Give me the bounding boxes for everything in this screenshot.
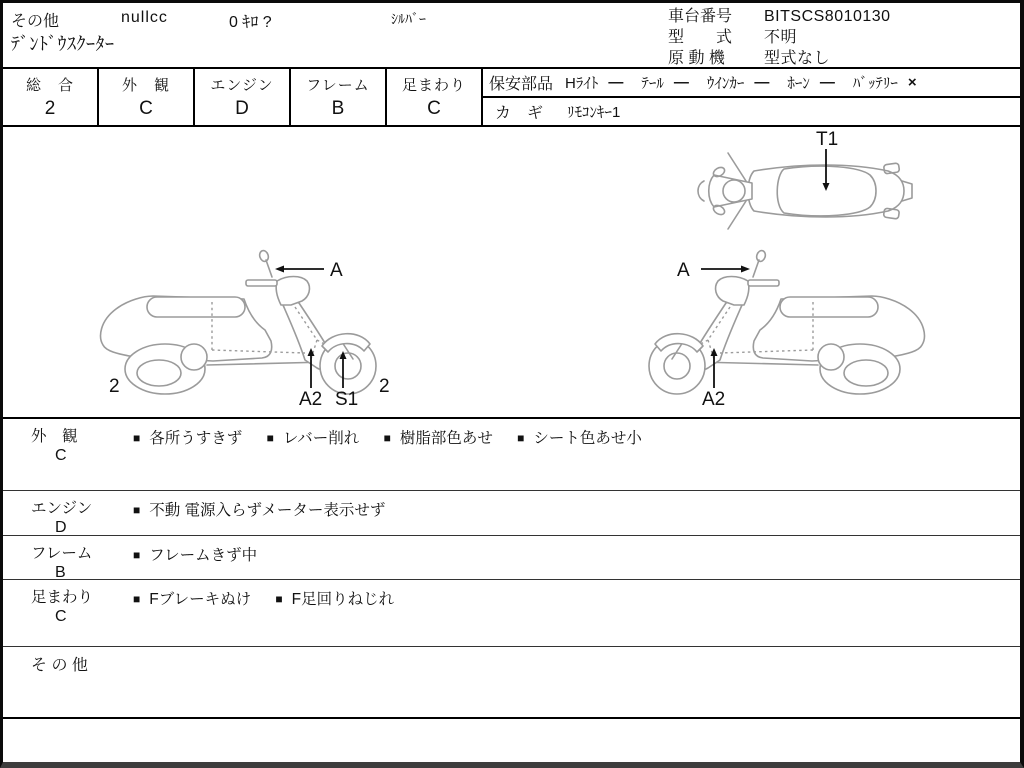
section-name: 足まわり <box>31 589 94 606</box>
key-label: カ ギ <box>495 105 544 122</box>
note-bullet: ■ <box>133 431 141 445</box>
grade-label: 外 観 <box>121 77 170 94</box>
mileage: 0 ｷﾛ ? <box>229 14 272 31</box>
label-s1: S1 <box>335 389 359 410</box>
note-bullet: ■ <box>133 503 141 517</box>
note-bullet: ■ <box>266 431 274 445</box>
key-value: ﾘﾓｺﾝｷｰ1 <box>567 104 621 121</box>
scooter-top-view-diagram <box>698 129 912 229</box>
safety-item-value: — <box>673 74 689 91</box>
section-exterior <box>3 419 1020 491</box>
safety-item-horn <box>787 72 835 93</box>
displacement: nullcc <box>121 9 168 26</box>
grade-value: C <box>139 98 153 119</box>
chassis-label: 車台番号 <box>668 8 733 25</box>
body-color: ｼﾙﾊﾞｰ <box>391 11 426 27</box>
section-undercarriage <box>3 580 1020 647</box>
label-a2-right: A2 <box>702 389 726 410</box>
safety-item-value: — <box>754 74 770 91</box>
section-notes <box>133 580 1020 646</box>
model-code-label: 型 式 <box>668 29 733 46</box>
grade-label: 足まわり <box>401 77 466 94</box>
note-bullet: ■ <box>133 592 141 606</box>
grade-value: C <box>427 98 441 119</box>
grade-cell-frame <box>291 69 387 125</box>
grade-label: フレーム <box>306 77 370 94</box>
scooter-right-side-diagram <box>649 249 924 410</box>
label-2-front: 2 <box>379 376 390 397</box>
note-text: フレームきず中 <box>149 547 258 564</box>
note-text: Fブレーキぬけ <box>149 591 252 608</box>
safety-item-value: — <box>819 74 835 91</box>
note-text: レバー削れ <box>282 430 360 447</box>
safety-parts-cell <box>483 69 1020 125</box>
grade-value: B <box>331 98 345 119</box>
chassis-number: BITSCS8010130 <box>764 8 891 25</box>
grade-cell-overall <box>3 69 99 125</box>
note-text: シート色あせ小 <box>533 430 642 447</box>
section-head <box>3 419 133 490</box>
section-grade: C <box>55 447 67 464</box>
safety-item-value: — <box>608 74 624 91</box>
grade-value: 2 <box>44 98 56 119</box>
damage-diagram <box>3 127 1020 419</box>
safety-parts-title: 保安部品 <box>489 76 554 93</box>
scooter-diagrams <box>3 127 1020 417</box>
section-head <box>3 491 133 535</box>
safety-item-battery <box>853 72 917 93</box>
scooter-left-side-diagram <box>101 249 390 410</box>
safety-item-label: ﾃｰﾙ <box>641 75 664 92</box>
section-notes <box>133 491 1020 535</box>
section-notes <box>223 647 1020 717</box>
grade-cell-engine <box>195 69 291 125</box>
section-name: そ の 他 <box>31 657 88 674</box>
header <box>3 3 1020 69</box>
grade-cell-undercarriage <box>387 69 483 125</box>
note-text: 不動 電源入らずメーター表示せず <box>149 502 386 519</box>
section-grade: D <box>55 519 67 536</box>
safety-item-headlight <box>565 72 623 93</box>
grade-label: エンジン <box>210 77 274 94</box>
section-notes <box>133 536 1020 579</box>
safety-item-label: ｳｲﾝｶｰ <box>706 75 745 92</box>
note-bullet: ■ <box>383 431 391 445</box>
note-text: 各所うすきず <box>149 430 243 447</box>
key-row <box>483 98 1020 125</box>
label-a-right: A <box>677 260 690 281</box>
section-grade: B <box>55 564 66 581</box>
battery-cross-mark: × <box>907 74 917 91</box>
safety-item-label: Hﾗｲﾄ <box>565 75 599 92</box>
grade-value: D <box>235 98 249 119</box>
model-code-value: 不明 <box>764 29 798 46</box>
safety-item-label: ﾊﾞｯﾃﾘｰ <box>852 75 898 92</box>
section-other <box>3 647 1020 719</box>
section-head <box>3 647 223 717</box>
section-head <box>3 536 133 579</box>
section-name: 外 観 <box>31 428 78 445</box>
section-frame <box>3 536 1020 580</box>
engine-code-value: 型式なし <box>764 50 831 67</box>
model-name: ﾃﾞﾝﾄﾞｳｽｸｰﾀｰ <box>11 34 115 54</box>
engine-code-line <box>668 48 891 69</box>
registration-block <box>668 6 891 69</box>
section-grade: C <box>55 608 67 625</box>
safety-parts-row <box>483 69 1020 98</box>
section-name: フレーム <box>31 545 93 562</box>
note-text: 樹脂部色あせ <box>399 430 493 447</box>
chassis-line <box>668 6 891 27</box>
section-name: エンジン <box>31 500 93 517</box>
note-bullet: ■ <box>517 431 525 445</box>
footer-empty-strip <box>3 719 1020 762</box>
label-a-left: A <box>330 260 343 281</box>
grade-table <box>3 69 1020 127</box>
section-notes <box>133 419 1020 490</box>
label-a2-left: A2 <box>299 389 323 410</box>
section-engine <box>3 491 1020 536</box>
grade-cell-exterior <box>99 69 195 125</box>
note-bullet: ■ <box>275 592 283 606</box>
section-head <box>3 580 133 646</box>
grade-label: 総 合 <box>25 77 74 94</box>
safety-item-label: ﾎｰﾝ <box>787 75 810 92</box>
safety-item-winker <box>707 72 770 93</box>
label-2-rear: 2 <box>109 376 120 397</box>
note-text: F足回りねじれ <box>291 591 395 608</box>
engine-code-label: 原 動 機 <box>668 50 725 67</box>
safety-item-taillight <box>641 72 689 93</box>
label-t1: T1 <box>816 129 839 150</box>
note-bullet: ■ <box>133 548 141 562</box>
model-code-line <box>668 27 891 48</box>
vehicle-category: その他 <box>11 13 60 30</box>
